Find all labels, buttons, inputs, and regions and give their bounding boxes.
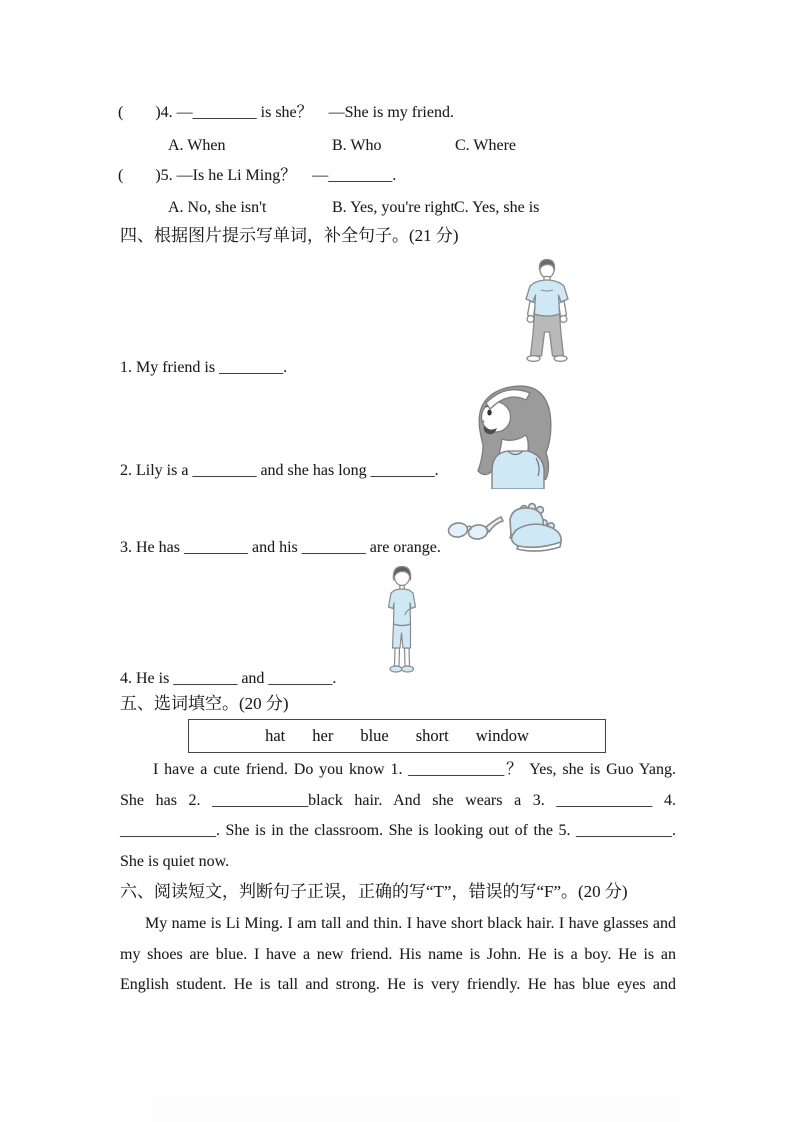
thin-boy-illustration	[376, 565, 424, 679]
fill-blank-sentence-2: 2. Lily is a ________ and she has long ________.	[120, 462, 439, 479]
cloze-passage-line-3: ____________. She is in the classroom. She is looking out of the 5. ____________.	[120, 822, 676, 839]
question-4-option-a: A. When	[168, 137, 226, 154]
fill-blank-sentence-3: 3. He has ________ and his ________ are orange.	[120, 539, 441, 556]
word-window: window	[475, 726, 529, 745]
question-4-option-b: B. Who	[332, 137, 382, 154]
page-bottom-scan-artifact	[150, 1097, 680, 1122]
reading-passage-line-3: English student. He is tall and strong. He is very friendly. He has blue eyes and	[120, 976, 676, 993]
reading-passage-line-2: my shoes are blue. I have a new friend. His name is John. He is a boy. He is an	[120, 946, 676, 963]
word-hat: hat	[265, 726, 286, 745]
cloze-passage-line-4: She is quiet now.	[120, 853, 230, 870]
word-short: short	[415, 726, 449, 745]
question-4-options	[168, 135, 688, 156]
section-6-heading: 六、阅读短文，判断句子正误，正确的写“T”，错误的写“F”。(20 分)	[120, 882, 628, 901]
word-her: her	[312, 726, 334, 745]
question-5-option-c: C. Yes, she is	[454, 199, 540, 216]
cloze-passage-line-2: She has 2. ____________black hair. And she wears a 3. ____________ 4.	[120, 792, 676, 809]
question-5-stem: ( )5. —Is he Li Ming？ —________.	[118, 167, 397, 184]
tall-man-illustration	[504, 257, 590, 365]
word-bank-box	[188, 719, 606, 753]
question-5-option-b: B. Yes, you're right	[332, 199, 455, 216]
glasses-and-shoes-illustration	[444, 494, 568, 556]
section-5-heading: 五、选词填空。(20 分)	[120, 694, 289, 713]
fill-blank-sentence-1: 1. My friend is ________.	[120, 359, 288, 376]
question-4-stem: ( )4. —________ is she？ —She is my friend.	[118, 104, 454, 121]
fill-blank-sentence-4: 4. He is ________ and ________.	[120, 670, 337, 687]
question-5-options	[168, 197, 688, 218]
reading-passage-line-1: My name is Li Ming. I am tall and thin. I have short black hair. I have glasses and	[145, 915, 676, 932]
cloze-passage-line-1: I have a cute friend. Do you know 1. ____________？ Yes, she is Guo Yang.	[153, 761, 676, 778]
long-hair-girl-illustration	[456, 379, 564, 489]
question-5-option-a: A. No, she isn't	[168, 199, 267, 216]
word-blue: blue	[360, 726, 389, 745]
section-4-heading: 四、根据图片提示写单词，补全句子。(21 分)	[120, 226, 459, 245]
question-4-option-c: C. Where	[455, 137, 517, 154]
